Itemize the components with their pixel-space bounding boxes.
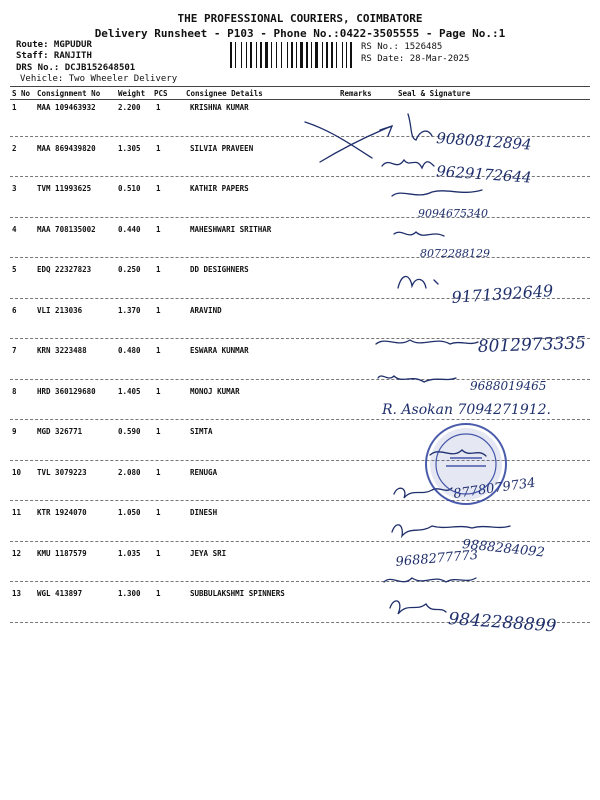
drs-number: DRS No.: DCJB152648501 [16, 63, 136, 73]
company-title: THE PROFESSIONAL COURIERS, COIMBATORE [177, 12, 423, 25]
cell-consignee: ESWARA KUNMAR [190, 346, 249, 355]
cell-sno: 1 [12, 103, 17, 112]
cell-weight: 2.080 [118, 467, 141, 477]
cell-consignment: HRD 360129680 [37, 386, 96, 396]
cell-pcs: 1 [156, 427, 161, 436]
vehicle-label: Vehicle: Two Wheeler Delivery [20, 74, 178, 84]
cell-consignee: ARAVIND [190, 305, 222, 315]
cell-consignment: KRN 3223488 [37, 346, 87, 355]
cell-pcs: 1 [156, 467, 161, 477]
cell-consignment: MAA 869439820 [37, 143, 96, 153]
cross-stroke-1 [305, 122, 372, 158]
cell-sno: 13 [12, 589, 22, 598]
cell-pcs: 1 [156, 548, 161, 558]
cell-consignment: WGL 413897 [37, 589, 83, 598]
signature-row7 [376, 340, 478, 344]
cell-consignment: TVM 11993625 [37, 184, 92, 193]
cell-consignee: KRISHNA KUMAR [190, 103, 249, 112]
cell-consignee: MONOJ KUMAR [190, 386, 240, 396]
signature-row13 [390, 601, 446, 614]
cell-pcs: 1 [156, 143, 161, 153]
col-remarks-header: Remarks [340, 89, 372, 98]
col-consignee-header: Consignee Details [186, 89, 263, 98]
cell-sno: 6 [12, 305, 17, 315]
col-signature-header: Seal & Signature [398, 89, 471, 98]
cell-consignment: EDQ 22327823 [37, 265, 92, 274]
cell-consignee: SILVIA PRAVEEN [190, 143, 254, 153]
signature-row4 [394, 232, 444, 236]
cell-sno: 10 [12, 467, 22, 477]
cell-consignee: RENUGA [190, 467, 218, 477]
cell-pcs: 1 [156, 305, 161, 315]
cell-consignee: SIMTA [190, 427, 213, 436]
cell-consignee: DD DESIGHNERS [190, 265, 249, 274]
staff-label: Staff: RANJITH [16, 51, 92, 61]
cell-sno: 5 [12, 265, 17, 274]
cell-consignment: MAA 109463932 [37, 103, 96, 112]
col-weight-header: Weight [118, 89, 146, 98]
cell-weight: 0.510 [118, 184, 141, 193]
phone-row3: 9094675340 [418, 207, 488, 220]
cell-consignee: MAHESHWARI SRITHAR [190, 224, 272, 234]
cell-sno: 4 [12, 224, 17, 234]
signature-row3 [392, 190, 482, 196]
phone-row8b: R. Asokan 7094271912. [382, 402, 551, 418]
signature-row2 [382, 160, 434, 168]
signature-row11 [392, 525, 510, 536]
cell-pcs: 1 [156, 346, 161, 355]
cell-weight: 1.370 [118, 305, 141, 315]
phone-row1: 9080812894 [435, 129, 533, 154]
cell-pcs: 1 [156, 224, 161, 234]
cell-pcs: 1 [156, 589, 161, 598]
signature-row8 [378, 376, 456, 382]
phone-row12: 9688277773 [395, 547, 479, 570]
signature-row5 [398, 277, 426, 289]
cell-weight: 1.050 [118, 508, 141, 517]
cell-weight: 1.300 [118, 589, 141, 598]
cell-weight: 1.405 [118, 386, 141, 396]
cell-weight: 1.035 [118, 548, 141, 558]
phone-row11: 9888284092 [461, 537, 546, 561]
seal-stamp [420, 418, 512, 510]
col-pcs-header: PCS [154, 89, 168, 98]
cell-sno: 3 [12, 184, 17, 193]
cell-weight: 0.440 [118, 224, 141, 234]
cell-weight: 0.590 [118, 427, 141, 436]
phone-row2: 9629172644 [435, 162, 533, 187]
cell-pcs: 1 [156, 508, 161, 517]
col-sno-header: S No [12, 89, 31, 98]
cell-consignee: DINESH [190, 508, 218, 517]
cell-pcs: 1 [156, 265, 161, 274]
cell-sno: 11 [12, 508, 22, 517]
cell-consignment: KTR 1924070 [37, 508, 87, 517]
cell-consignment: KMU 1187579 [37, 548, 87, 558]
cell-pcs: 1 [156, 103, 161, 112]
cell-pcs: 1 [156, 386, 161, 396]
cell-sno: 7 [12, 346, 17, 355]
rs-number: RS No.: 1526485 [361, 42, 443, 52]
signature-row1 [408, 114, 432, 140]
cell-sno: 9 [12, 427, 17, 436]
cell-weight: 2.200 [118, 103, 141, 112]
phone-row4: 8072288129 [420, 247, 490, 260]
runsheet-subtitle: Delivery Runsheet - P103 - Phone No.:0422-3505555 - Page No.:1 [94, 27, 506, 40]
rs-date: RS Date: 28-Mar-2025 [361, 54, 470, 64]
cell-consignee: JEYA SRI [190, 548, 227, 558]
cell-consignment: MAA 708135002 [37, 224, 96, 234]
cell-sno: 2 [12, 143, 17, 153]
cell-consignee: SUBBULAKSHMI SPINNERS [190, 589, 285, 598]
route-label: Route: MGPUDUR [16, 40, 92, 50]
cell-weight: 0.250 [118, 265, 141, 274]
cell-sno: 8 [12, 386, 17, 396]
arrow-head [380, 126, 392, 136]
cell-consignment: VLI 213036 [37, 305, 83, 315]
cell-sno: 12 [12, 548, 22, 558]
phone-row8a: 9688019465 [470, 379, 547, 393]
cell-consignment: TVL 3079223 [37, 467, 87, 477]
cell-consignee: KATHIR PAPERS [190, 184, 249, 193]
cell-weight: 0.480 [118, 346, 141, 355]
cell-weight: 1.305 [118, 143, 141, 153]
phone-row7: 8012973335 [477, 333, 587, 357]
cross-stroke-2 [320, 126, 392, 162]
cell-consignment: MGD 326771 [37, 427, 83, 436]
phone-row13: 9842288899 [447, 609, 557, 637]
phone-row5: 9171392649 [450, 280, 554, 307]
col-consignment-header: Consignment No [37, 89, 101, 98]
signature-row12 [384, 578, 476, 582]
signature-row5-dot [434, 280, 438, 284]
cell-pcs: 1 [156, 184, 161, 193]
phone-row10: 8778079734 [452, 475, 537, 502]
